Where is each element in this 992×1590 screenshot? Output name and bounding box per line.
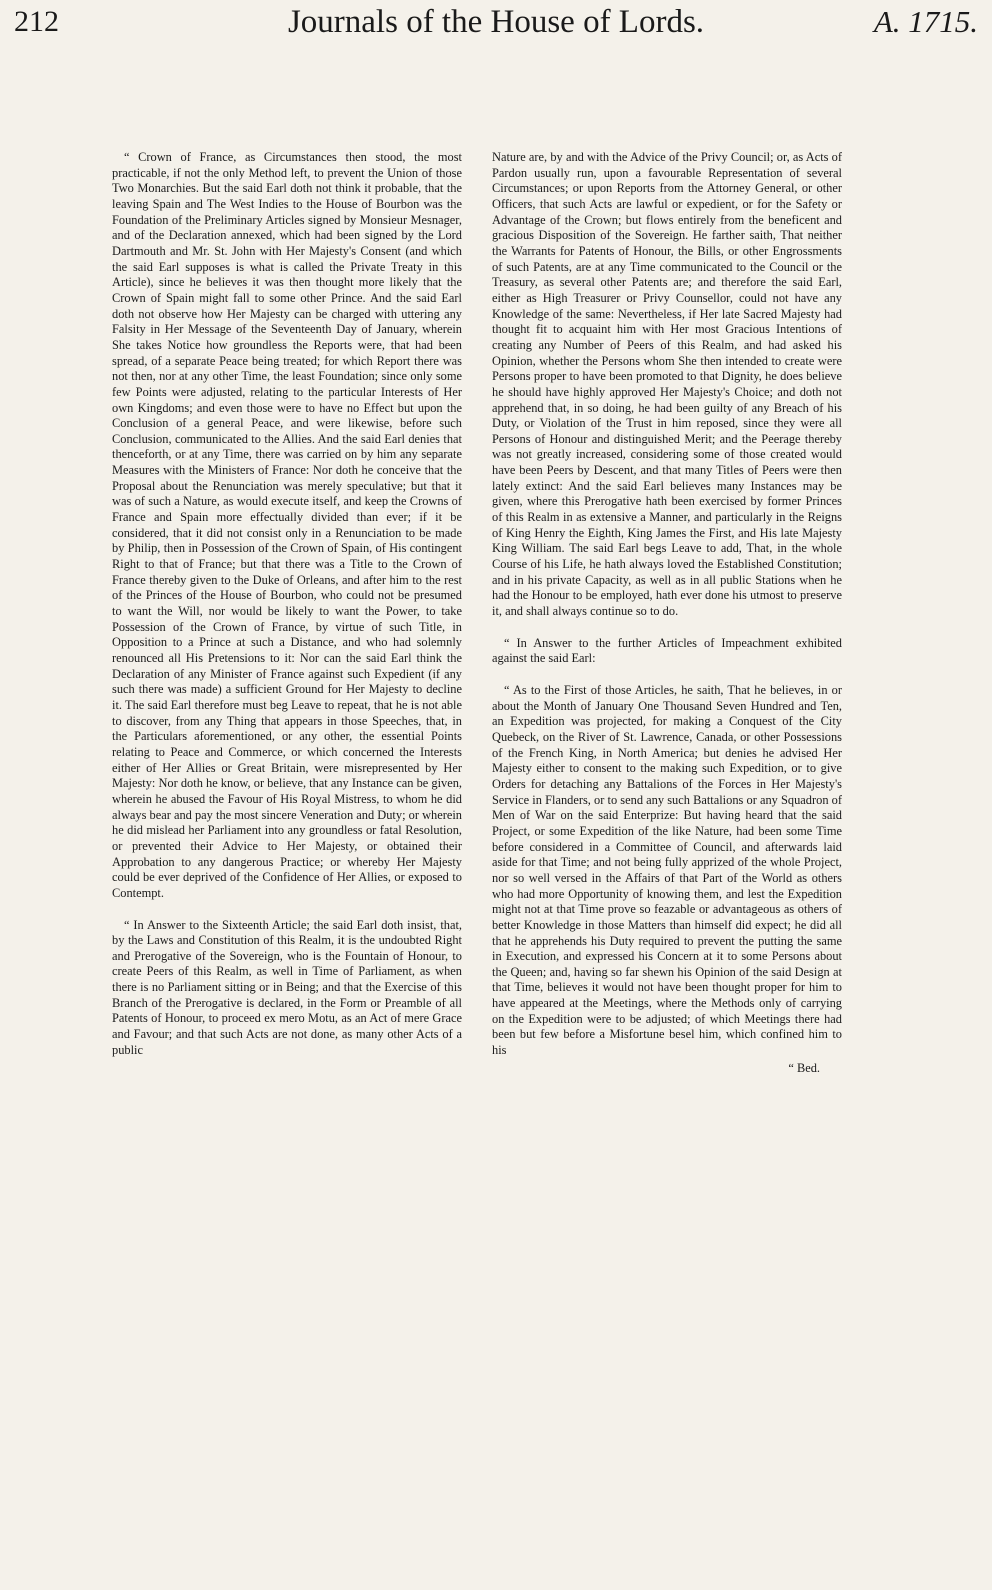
catchword: “ Bed.	[788, 1060, 820, 1075]
right-paragraph-3: “ As to the First of those Articles, he saith, That he believes, in or about the Month of January One Thousand Seven Hundred and Ten, an Expedition was projected, for making a Conquest of the City Quebeck, on the River of St. Lawrence, Canada, or other Possessions of the French King, in North America; but denies he advised Her Majesty either to consent to the making such Expedition, or to give Orders for detaching any Battalions of the Forces in Her Majesty's Service in Flanders, or to send any such Battalions or any Squadron of Men of War on the said Enterprize: But having heard that the said Project, or some Expedition of the like Nature, had been some Time before considered in a Committee of Council, and afterwards laid aside for that Time; and not being fully apprized of the whole Project, nor so well versed in the Affairs of that Part of the World as others who had more Opportunity of knowing them, and lest the Expedition might not at that Time prove so feazable or advantageous as others of better Knowledge in those Matters than himself did expect; he did all that he apprehends his Duty required to prevent the putting the same in Execution, and expressed his Concern at it to some Persons about the Queen; and, having so far shewn his Opinion of the said Design at that Time, believes it would not have been thought proper for him to have appeared at the Meetings, where the Methods only of carrying on the Expedition were to be adjusted; of which Meetings there had been but few before a Misfortune besel him, which confined him to his	[492, 683, 842, 1058]
running-title: Journals of the House of Lords.	[287, 4, 705, 40]
page-number: 212	[14, 5, 59, 38]
page-header	[0, 0, 992, 62]
text-columns	[112, 150, 842, 1560]
left-paragraph-2: “ In Answer to the Sixteenth Article; the said Earl doth insist, that, by the Laws and Constitution of this Realm, it is the undoubted Right and Prerogative of the Sovereign, who is the Fountain of Honour, to create Peers of this Realm, as well in Time of Parliament, as when there is no Parliament sitting or in Being; and that the Exercise of this Branch of the Prerogative is declared, in the Form or Preamble of all Patents of Honour, to proceed ex mero Motu, as an Act of mere Grace and Favour; and that such Acts are not done, as many other Acts of a public	[112, 917, 462, 1057]
right-paragraph-2: “ In Answer to the further Articles of Impeachment exhibited against the said Earl:	[492, 635, 842, 666]
page-year: A. 1715.	[873, 4, 978, 39]
right-paragraph-1: Nature are, by and with the Advice of the Privy Council; or, as Acts of Pardon usually run, upon a favourable Representation of several Circumstances; or upon Reports from the Attorney General, or other Officers, that such Acts are lawful or expedient, or for the Safety or Advantage of the Crown; but flows entirely from the beneficent and gracious Disposition of the Sovereign. He farther saith, That neither the Warrants for Patents of Honour, the Bills, or other Engrossments of such Patents, are at any Time communicated to the Council or the Treasury, as several other Patents are; and therefore the said Earl, either as High Treasurer or Privy Counsellor, could not have any Knowledge of the same: Nevertheless, if Her late Sacred Majesty had thought fit to acquaint him with Her most Gracious Intentions of creating any Number of Peers of this Realm, and had asked his Opinion, whether the Persons whom She then intended to create were Persons proper to have been promoted to that Dignity, he does believe he should have highly approved Her Majesty's Choice; and doth not apprehend that, in so doing, he had been guilty of any Breach of his Duty, or Violation of the Trust in him reposed, since they were all Persons of Honour and distinguished Merit; and the Peerage thereby was not greatly increased, considering some of those created would have been Peers by Descent, and that many Titles of Peers were then lately extinct: And the said Earl believes many Instances may be given, where this Prerogative hath been exercised by former Princes of this Realm in as extensive a Manner, and particularly in the Reigns of King Henry the Eighth, King James the First, and His late Majesty King William. The said Earl begs Leave to add, That, in the whole Course of his Life, he hath always loved the Established Constitution; and in his private Capacity, as well as in all public Stations when he had the Honour to be employed, hath ever done his utmost to preserve it, and shall always continue so to do.	[492, 150, 842, 619]
left-paragraph-1: “ Crown of France, as Circumstances then stood, the most practicable, if not the only Method left, to prevent the Union of those Two Monarchies. But the said Earl doth not think it probable, that the leaving Spain and The West Indies to the House of Bourbon was the Foundation of the Preliminary Articles signed by Monsieur Mesnager, and of the Declaration annexed, which had been signed by the Lord Dartmouth and Mr. St. John with Her Majesty's Consent (and which the said Earl supposes is what is called the Private Treaty in this Article), since he believes it was then thought more likely that the Crown of Spain might fall to some other Prince. And the said Earl doth not observe how Her Majesty can be charged with uttering any Falsity in Her Message of the Seventeenth Day of January, wherein She takes Notice how groundless the Reports were, that had been spread, of a separate Peace being treated; for which Report there was not then, nor at any other Time, the least Foundation; since only some few Points were adjusted, relating to the particular Interests of Her own Kingdoms; and even those were to have no Effect but upon the Conclusion of a general Peace, and were likewise, before such Conclusion, communicated to the Allies. And the said Earl denies that thenceforth, or at any Time, there was carried on by him any separate Measures with the Ministers of France: Nor doth he conceive that the Proposal about the Renunciation was merely speculative; but that it was of such a Nature, as would execute itself, and keep the Crowns of France and Spain more effectually divided than ever; if it be considered, that it did not consist only in a Renunciation to be made by Philip, then in Possession of the Crown of Spain, of His contingent Right to that of France; but that there was a Title to the Crown of France thereby given to the Duke of Orleans, and after him to the rest of the Princes of the House of Bourbon, who could not be presumed to want the Will, nor would be likely to want the Power, to take Possession of the Crown of France, by virtue of such Title, in Opposition to a Prince at such a Distance, and who had solemnly renounced all His Pretensions to it: Nor can the said Earl think the Declaration of any Minister of France against such Expedient (if any such there was made) a sufficient Ground for Her Majesty to decline it. The said Earl therefore must beg Leave to repeat, that he is not able to discover, from any Thing that appears in those Speeches, that, in the Particulars aforementioned, or any other, the essential Points relating to Peace and Commerce, or which concerned the Interests either of Her Allies or Great Britain, were misrepresented by Her Majesty: Nor doth he know, or believe, that any Instance can be given, wherein he abused the Favour of His Royal Mistress, to whom he did always bear and pay the most sincere Veneration and Duty; or wherein he did mislead her Parliament into any groundless or fatal Resolution, or prevented their Advice to Her Majesty, or obtained their Approbation to any dangerous Practice; or whereby Her Majesty could be ever deprived of the Confidence of Her Allies, or exposed to Contempt.	[112, 150, 462, 900]
right-column	[492, 150, 842, 1560]
left-column	[112, 150, 462, 1560]
